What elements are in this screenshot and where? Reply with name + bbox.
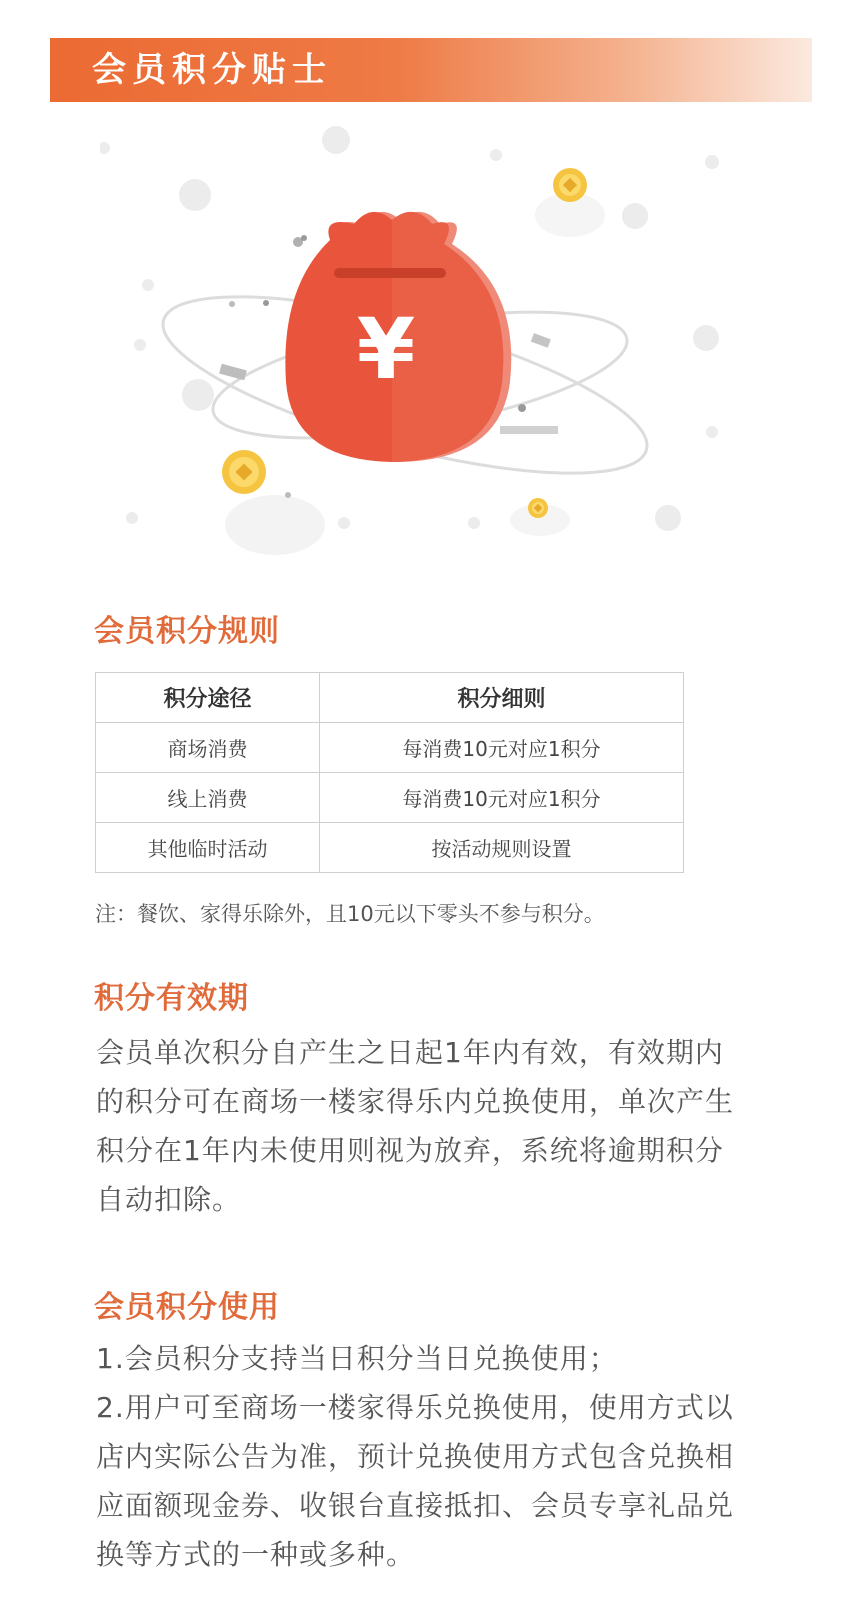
coin-icon: [553, 168, 587, 202]
coin-icon: [222, 450, 266, 494]
table-cell: 商场消费: [96, 723, 320, 773]
table-row: [96, 723, 684, 773]
header-banner: [50, 38, 812, 102]
column-header: 积分细则: [320, 673, 684, 723]
table-row: [96, 773, 684, 823]
usage-title: 会员积分使用: [94, 1290, 280, 1325]
banner-title: 会员积分贴士: [92, 50, 332, 90]
table-header-row: [96, 673, 684, 723]
column-header: 积分途径: [96, 673, 320, 723]
money-bag-icon: [285, 212, 511, 462]
usage-text: 1.会员积分支持当日积分当日兑换使用； 2.用户可至商场一楼家得乐兑换使用，使用方式以 店内实际公告为准，预计兑换使用方式包含兑换相 应面额现金券、收银台直接抵扣、会员专享礼品兑 换等方式的一种或多种。: [96, 1342, 735, 1571]
table-cell: 按活动规则设置: [320, 823, 684, 873]
table-cell: 每消费10元对应1积分: [320, 723, 684, 773]
table-cell: 线上消费: [96, 773, 320, 823]
table-cell: 每消费10元对应1积分: [320, 773, 684, 823]
validity-title: 积分有效期: [94, 981, 249, 1016]
rules-note: 注：餐饮、家得乐除外，且10元以下零头不参与积分。: [95, 902, 605, 926]
money-bag-illustration: [100, 120, 760, 570]
yen-symbol: ¥: [356, 300, 416, 398]
table-cell: 其他临时活动: [96, 823, 320, 873]
table-row: [96, 823, 684, 873]
rules-title: 会员积分规则: [94, 614, 280, 649]
coin-icon: [528, 498, 548, 518]
points-rules-table: [95, 672, 684, 873]
validity-text: 会员单次积分自产生之日起1年内有效，有效期内 的积分可在商场一楼家得乐内兑换使用，单次产生 积分在1年内未使用则视为放弃，系统将逾期积分 自动扣除。: [96, 1036, 735, 1216]
